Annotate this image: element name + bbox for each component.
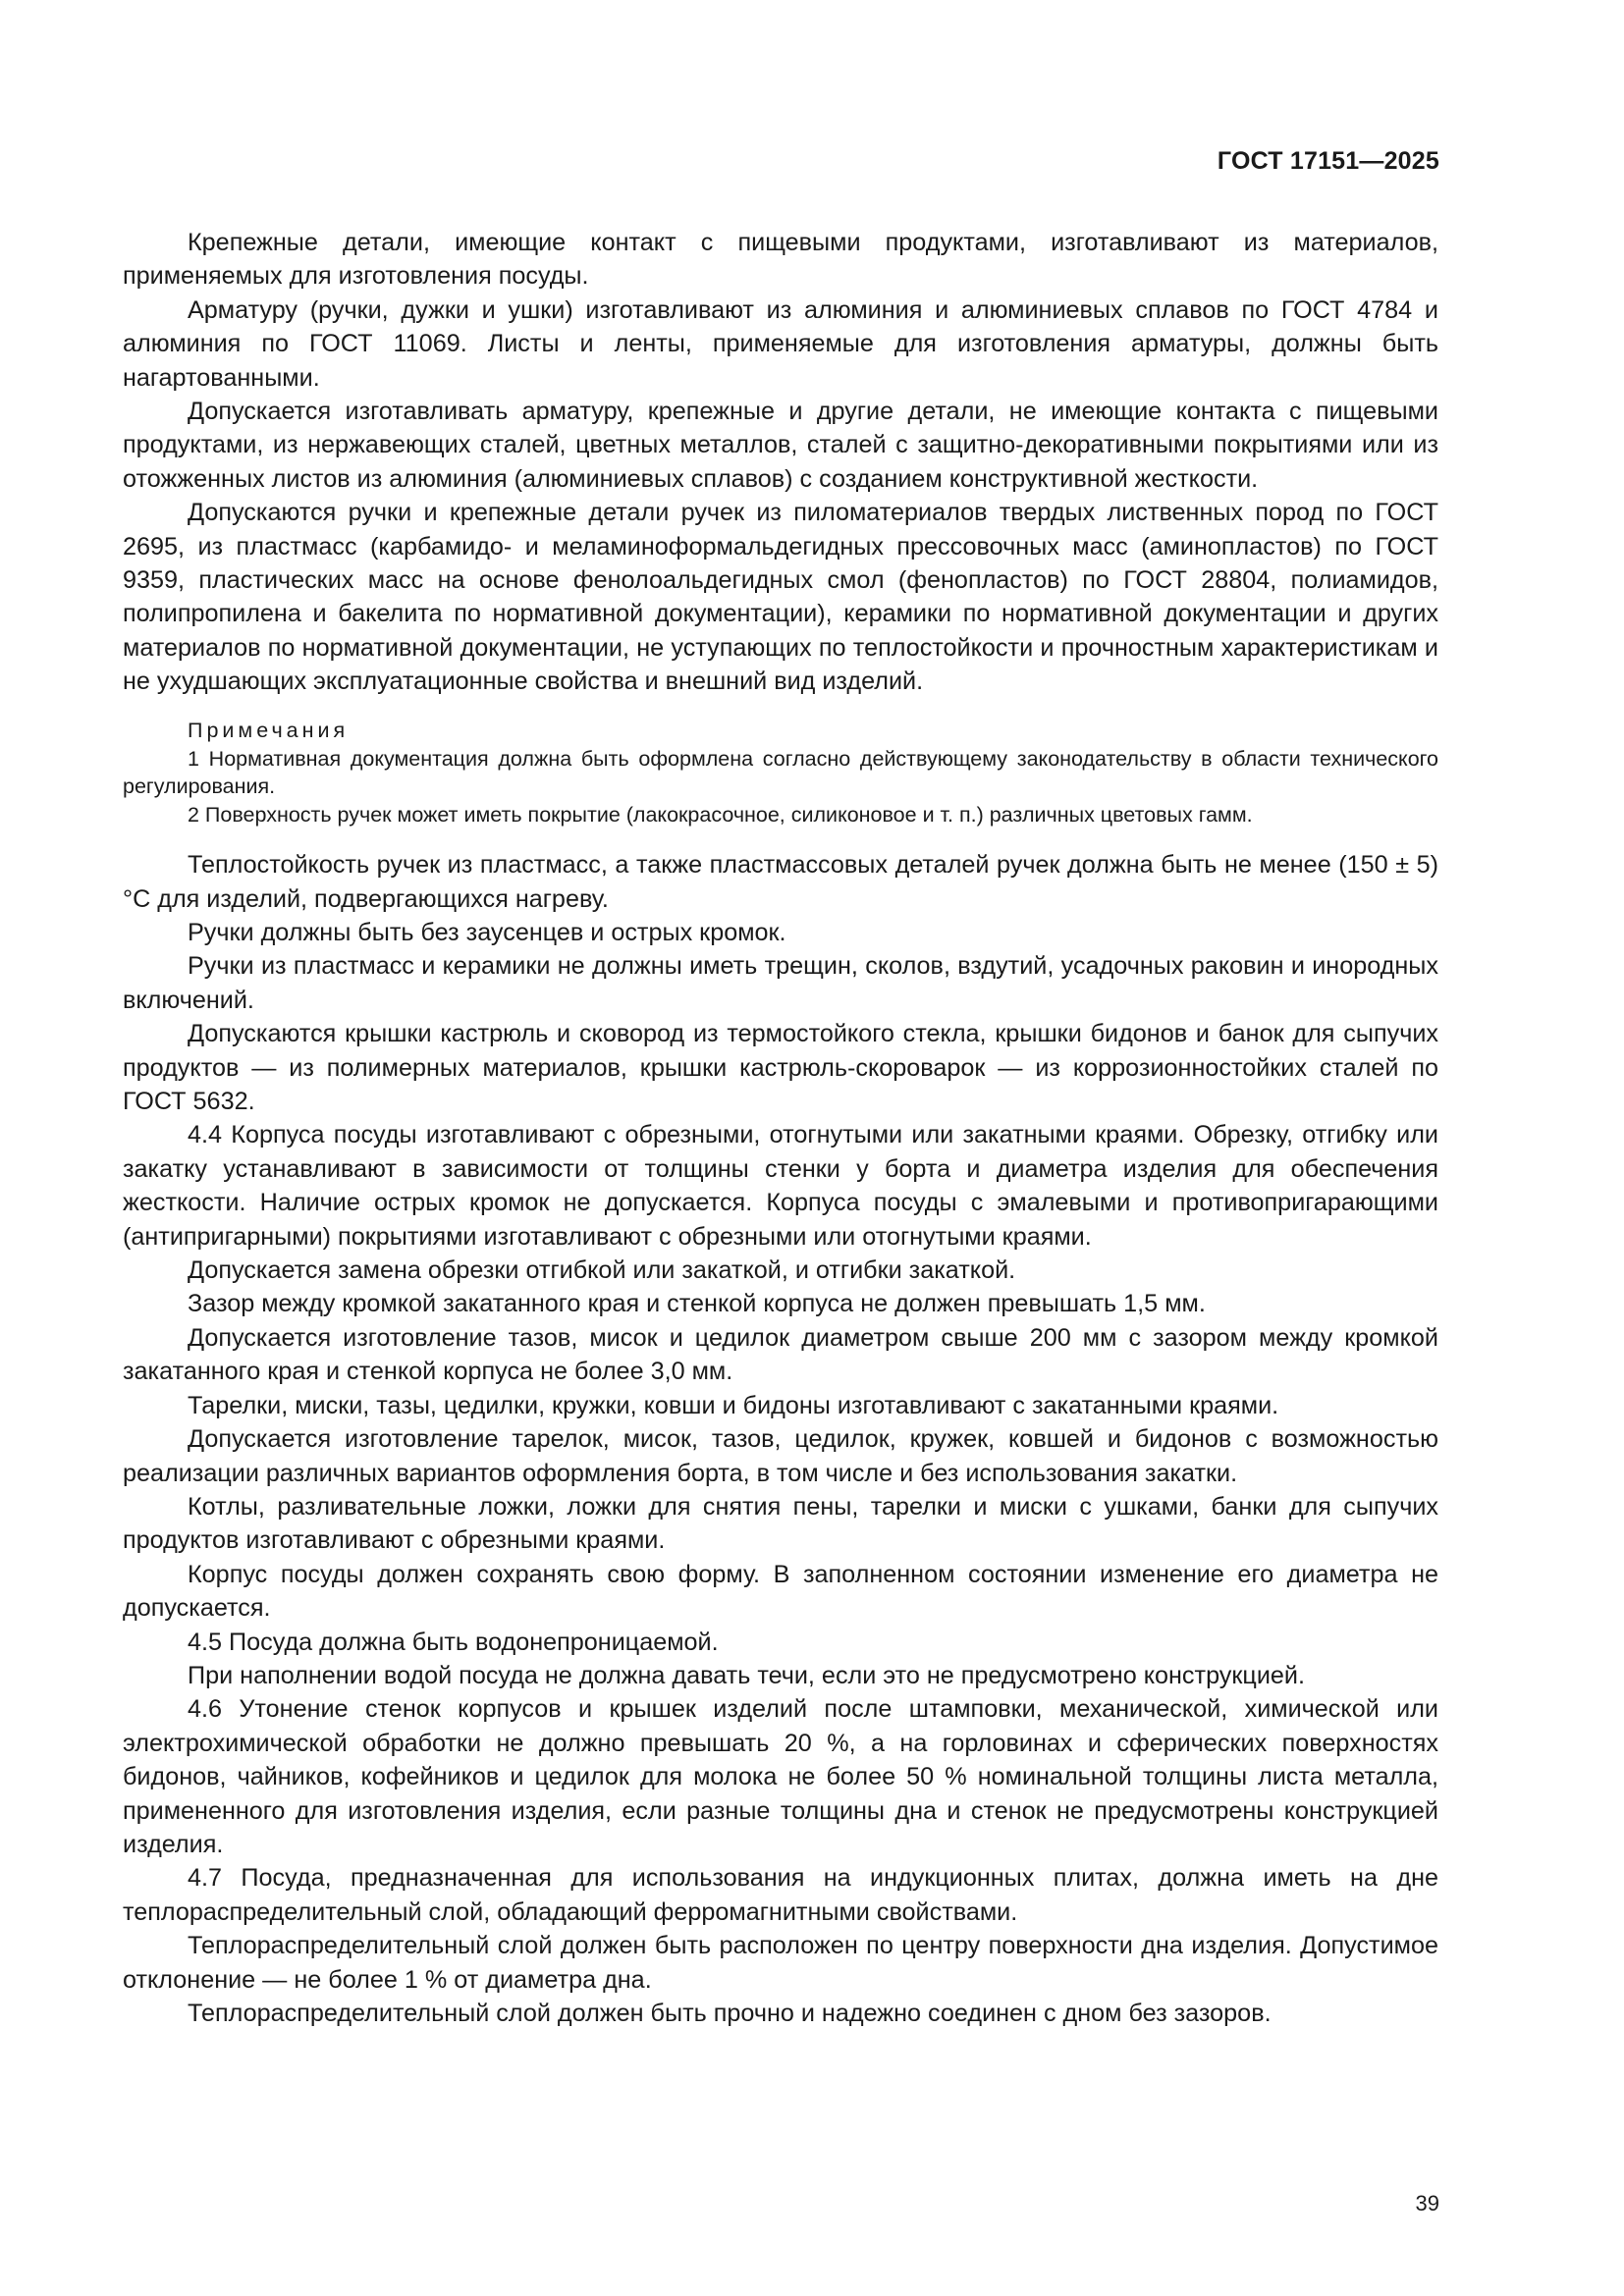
note-item: 1 Нормативная документация должна быть оформлена согласно действующему законодательству в области технического регулирования.	[123, 746, 1438, 799]
document-body	[123, 226, 1438, 2030]
paragraph: Допускаются ручки и крепежные детали ручек из пиломатериалов твердых лиственных пород по ГОСТ 2695, из пластмасс (карбамидо- и меламиноформальдегидных прессовочных масс (аминопластов) по ГОСТ 9359, пластических масс на основе фенолоальдегидных смол (фенопластов) по ГОСТ 28804, полиамидов, полипропилена и бакелита по нормативной документации), керамики по нормативной документации и других материалов по нормативной документации, не уступающих по теплостойкости и прочностным характеристикам и не ухудшающих эксплуатационные свойства и внешний вид изделий.	[123, 499, 1438, 696]
paragraph: Допускаются крышки кастрюль и сковород из термостойкого стекла, крышки бидонов и банок для сыпучих продуктов — из полимерных материалов, крышки кастрюль-скороварок — из коррозионностойких сталей по ГОСТ 5632.	[123, 1020, 1438, 1116]
paragraph: Теплораспределительный слой должен быть расположен по центру поверхности дна изделия. Допустимое отклонение — не более 1 % от диаметра дна.	[123, 1932, 1438, 1994]
paragraph: Арматуру (ручки, дужки и ушки) изготавливают из алюминия и алюминиевых сплавов по ГОСТ 4784 и алюминия по ГОСТ 11069. Листы и ленты, применяемые для изготовления арматуры, должны быть нагартованными.	[123, 295, 1438, 392]
paragraph: Допускается изготавливать арматуру, крепежные и другие детали, не имеющие контакта с пищевыми продуктами, из нержавеющих сталей, цветных металлов, сталей с защитно-декоративными покрытиями или из отожженных листов из алюминия (алюминиевых сплавов) с созданием конструктивной жесткости.	[123, 398, 1438, 493]
paragraph: Допускается изготовление тарелок, мисок, тазов, цедилок, кружек, ковшей и бидонов с возможностью реализации различных вариантов оформления борта, в том числе и без использования закатки.	[123, 1425, 1438, 1487]
note-item: 2 Поверхность ручек может иметь покрытие (лакокрасочное, силиконовое и т. п.) различных цветовых гамм.	[188, 802, 1253, 827]
paragraph: Допускается изготовление тазов, мисок и цедилок диаметром свыше 200 мм с зазором между кромкой закатанного края и стенкой корпуса не более 3,0 мм.	[123, 1323, 1438, 1386]
paragraph: Теплостойкость ручек из пластмасс, а также пластмассовых деталей ручек должна быть не менее (150 ± 5) °С для изделий, подвергающихся нагреву.	[123, 851, 1438, 913]
notes-title: Примечания	[188, 718, 350, 742]
paragraph: Ручки должны быть без заусенцев и острых кромок.	[188, 919, 786, 946]
paragraph: Ручки из пластмасс и керамики не должны иметь трещин, сколов, вздутий, усадочных раковин и инородных включений.	[123, 952, 1438, 1014]
page-number: 39	[1415, 2191, 1439, 2216]
paragraph: Допускается замена обрезки отгибкой или закаткой, и отгибки закаткой.	[188, 1256, 1016, 1285]
paragraph-section-4-6: 4.6 Утонение стенок корпусов и крышек изделий после штамповки, механической, химической или электрохимической обработки не должно превышать 20 %, а на горловинах и сферических поверхностях бидонов, чайников, кофейников и цедилок для молока не более 50 % номинальной толщины листа металла, примененного для изготовления изделия, если разные толщины дна и стенок не предусмотрены конструкцией изделия.	[123, 1695, 1438, 1858]
paragraph: Корпус посуды должен сохранять свою форму. В заполненном состоянии изменение его диаметра не допускается.	[123, 1560, 1438, 1623]
paragraph: Котлы, разливательные ложки, ложки для снятия пены, тарелки и миски с ушками, банки для сыпучих продуктов изготавливают с обрезными краями.	[123, 1492, 1438, 1555]
paragraph: При наполнении водой посуда не должна давать течи, если это не предусмотрено конструкцией.	[188, 1661, 1305, 1689]
document-id-header: ГОСТ 17151—2025	[1217, 147, 1439, 175]
paragraph: Тарелки, миски, тазы, цедилки, кружки, ковши и бидоны изготавливают с закатанными краями.	[188, 1391, 1279, 1419]
paragraph: Теплораспределительный слой должен быть прочно и надежно соединен с дном без зазоров.	[188, 2000, 1272, 2027]
paragraph-section-4-4: 4.4 Корпуса посуды изготавливают с обрезными, отогнутыми или закатными краями. Обрезку, отгибку или закатку устанавливают в зависимости от толщины стенки у борта и диаметра изделия для обеспечения жесткости. Наличие острых кромок не допускается. Корпуса посуды с эмалевыми и противопригарающими (антипригарными) покрытиями изготавливают с обрезными или отогнутыми краями.	[123, 1121, 1438, 1251]
paragraph: Крепежные детали, имеющие контакт с пищевыми продуктами, изготавливают из материалов, применяемых для изготовления посуды.	[123, 229, 1438, 291]
paragraph: Зазор между кромкой закатанного края и стенкой корпуса не должен превышать 1,5 мм.	[188, 1290, 1206, 1318]
paragraph-section-4-5: 4.5 Посуда должна быть водонепроницаемой.	[188, 1628, 719, 1656]
paragraph-section-4-7: 4.7 Посуда, предназначенная для использования на индукционных плитах, должна иметь на дне теплораспределительный слой, обладающий ферромагнитными свойствами.	[123, 1864, 1438, 1926]
notes-block	[123, 717, 1438, 829]
